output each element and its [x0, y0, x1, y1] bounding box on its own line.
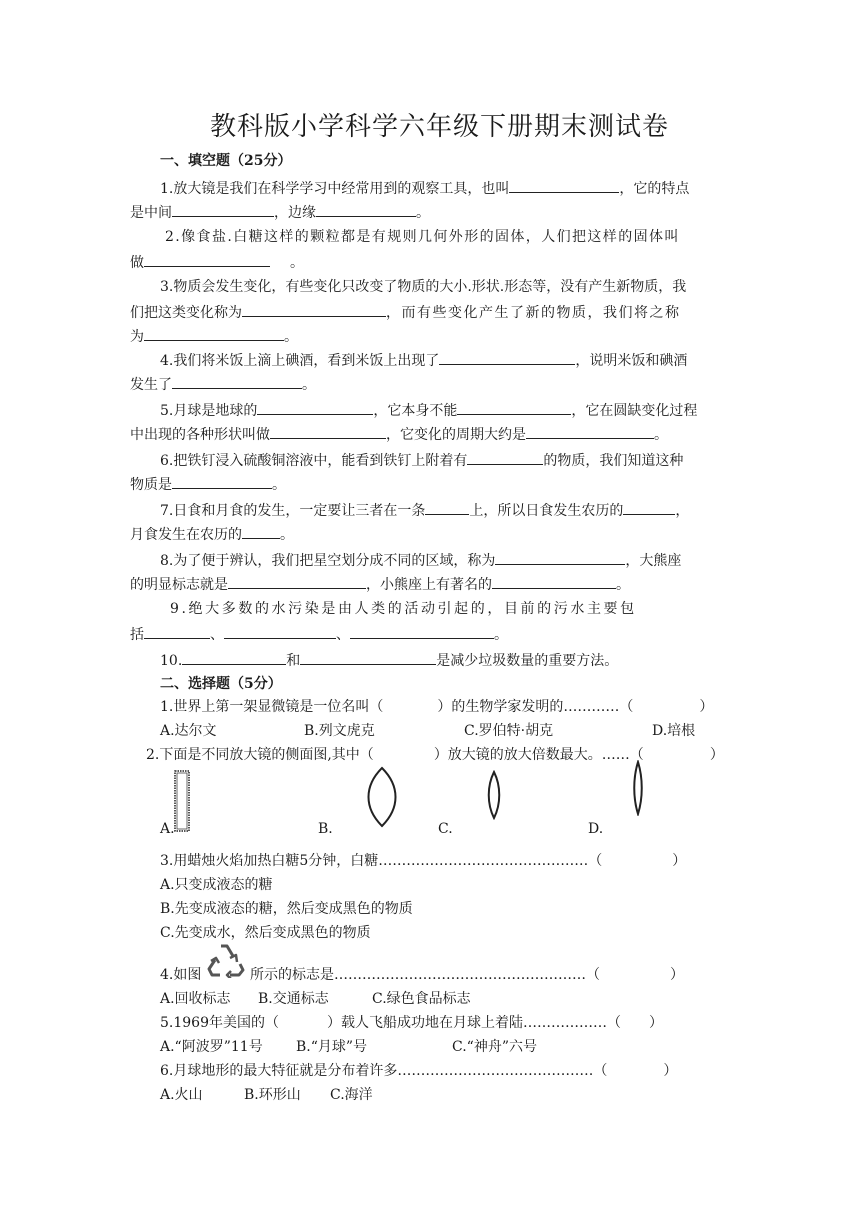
answer-blank[interactable]	[242, 302, 386, 317]
question-text: ，	[675, 503, 690, 519]
question-3-line-2	[130, 302, 681, 322]
question-text: 。	[416, 205, 430, 221]
question-text: 1.放大镜是我们在科学学习中经常用到的观察工具，也叫	[160, 181, 510, 197]
mc-q3-option-b[interactable]: B.先变成液态的糖，然后变成黑色的物质	[160, 901, 413, 917]
answer-blank[interactable]	[270, 424, 386, 439]
question-text: 、	[210, 627, 224, 643]
section-header-multiple-choice: 二、选择题（5分）	[160, 676, 282, 692]
question-8-line-1	[160, 550, 681, 570]
question-text: ）	[670, 967, 684, 983]
lens-c-label[interactable]: C.	[438, 821, 453, 837]
question-text: 们把这类变化称为	[130, 305, 242, 321]
lens-b-label[interactable]: B.	[318, 821, 333, 837]
mc-question-4-prefix: 4.如图	[160, 967, 202, 983]
question-text: 的物质，我们知道这种	[543, 453, 684, 469]
answer-blank[interactable]	[495, 550, 625, 565]
question-6-line-1	[160, 450, 683, 470]
answer-blank[interactable]	[509, 178, 619, 193]
answer-blank[interactable]	[623, 500, 675, 515]
question-text: 。	[272, 477, 286, 493]
question-1-line-1	[160, 178, 689, 198]
question-text: ，大熊座	[625, 553, 682, 569]
answer-blank[interactable]	[492, 574, 616, 589]
question-6-line-2	[130, 474, 286, 494]
question-text: 3.物质会发生变化，有些变化只改变了物质的大小.形状.形态等，没有产生新物质，我	[160, 279, 687, 295]
question-3-line-1	[160, 278, 686, 296]
question-7-line-2	[130, 524, 294, 544]
lens-c-figure	[484, 770, 504, 820]
mc-q4-option-a[interactable]: A.回收标志	[160, 991, 231, 1007]
answer-blank[interactable]	[144, 624, 210, 639]
question-5-line-2	[130, 424, 668, 444]
answer-blank[interactable]	[172, 374, 302, 389]
mc-q6-option-a[interactable]: A.火山	[160, 1087, 203, 1103]
answer-blank[interactable]	[350, 624, 494, 639]
answer-blank[interactable]	[457, 400, 571, 415]
question-text: 5.1969年美国的（	[160, 1015, 279, 1031]
answer-blank[interactable]	[172, 202, 274, 217]
section-header-fill-blank: 一、填空题（25分）	[160, 153, 292, 169]
mc-q3-option-c[interactable]: C.先变成水，然后变成黑色的物质	[160, 925, 371, 941]
answer-blank[interactable]	[300, 650, 436, 665]
mc-q4-option-c[interactable]: C.绿色食品标志	[372, 991, 471, 1007]
question-text: 3.用蜡烛火焰加热白糖5分钟，白糖………………………………………（	[160, 853, 603, 869]
question-text: 是中间	[130, 205, 172, 221]
question-text: ，它本身不能	[373, 403, 458, 419]
question-text: 5.月球是地球的	[160, 403, 258, 419]
question-text: ，而有些变化产生了新的物质，我们将之称	[386, 305, 681, 321]
mc-question-1	[160, 698, 713, 716]
question-2-line-1	[165, 228, 680, 246]
lens-a-figure	[172, 768, 194, 834]
question-text: ）	[649, 1015, 663, 1031]
question-text: ，小熊座上有著名的	[366, 577, 492, 593]
question-3-line-3	[130, 326, 298, 346]
mc-q3-option-a[interactable]: A.只变成液态的糖	[160, 877, 273, 893]
mc-question-3	[160, 852, 686, 870]
answer-blank[interactable]	[182, 650, 286, 665]
mc-q1-option-d[interactable]: D.培根	[652, 723, 696, 739]
answer-blank[interactable]	[144, 252, 270, 267]
question-text: 8.为了便于辨认，我们把星空划分成不同的区域，称为	[160, 553, 496, 569]
mc-q5-option-a[interactable]: A.“阿波罗”11号	[160, 1039, 263, 1055]
question-text: 括	[130, 627, 144, 643]
answer-blank[interactable]	[257, 400, 373, 415]
mc-q4-option-b[interactable]: B.交通标志	[258, 991, 329, 1007]
question-text: 2.像食盐.白糖这样的颗粒都是有规则几何外形的固体，人们把这样的固体叫	[165, 229, 680, 245]
question-text: ，说明米饭和碘酒	[575, 353, 688, 369]
question-text: 7.日食和月食的发生，一定要让三者在一条	[160, 503, 426, 519]
question-text: 、	[336, 627, 350, 643]
question-text: 6.把铁钉浸入硫酸铜溶液中，能看到铁钉上附着有	[160, 453, 468, 469]
answer-blank[interactable]	[526, 424, 654, 439]
answer-blank[interactable]	[316, 202, 416, 217]
question-4-line-1	[160, 350, 687, 370]
question-10	[160, 650, 618, 670]
recycle-icon	[206, 942, 248, 978]
mc-question-5	[160, 1014, 663, 1032]
question-1-line-2	[130, 202, 430, 222]
question-text: 所示的标志是………………………………………………（	[250, 967, 600, 983]
question-text: 为	[130, 329, 144, 345]
question-text: ，它的特点	[619, 181, 690, 197]
question-text: 2.下面是不同放大镜的侧面图,其中（	[146, 747, 374, 763]
answer-blank[interactable]	[425, 500, 469, 515]
question-9-line-1	[170, 600, 637, 618]
question-text: 。	[290, 255, 304, 271]
question-text: ）	[663, 1063, 678, 1079]
mc-question-6	[160, 1062, 677, 1080]
question-text: 。	[280, 527, 294, 543]
question-text: ）	[672, 853, 687, 869]
mc-q5-option-b[interactable]: B.“月球”号	[296, 1039, 368, 1055]
question-7-line-1	[160, 500, 689, 520]
question-text: 和	[286, 653, 301, 669]
mc-q6-option-b[interactable]: B.环形山	[244, 1087, 301, 1103]
mc-q1-option-c[interactable]: C.罗伯特·胡克	[464, 723, 554, 739]
question-text: 。	[284, 329, 298, 345]
page-title: 教科版小学科学六年级下册期末测试卷	[210, 112, 670, 142]
mc-q5-option-c[interactable]: C.“神舟”六号	[452, 1039, 537, 1055]
answer-blank[interactable]	[439, 350, 575, 365]
question-4-line-2	[130, 374, 316, 394]
answer-blank[interactable]	[228, 574, 366, 589]
mc-question-4	[250, 966, 684, 984]
question-text: 4.我们将米饭上滴上碘酒，看到米饭上出现了	[160, 353, 440, 369]
question-text: ）载人飞船成功地在月球上着陆………………（	[327, 1015, 621, 1031]
question-text: ，它在圆缺变化过程	[571, 403, 698, 419]
answer-blank[interactable]	[224, 624, 336, 639]
lens-a-label[interactable]: A.	[160, 821, 175, 837]
question-9-line-2	[130, 624, 508, 644]
question-text: 物质是	[130, 477, 172, 493]
question-text: ）	[699, 699, 714, 715]
lens-b-figure	[362, 766, 402, 828]
lens-d-figure	[628, 760, 648, 816]
question-text: ）	[709, 747, 724, 763]
question-text: 是减少垃圾数量的重要方法。	[436, 653, 619, 669]
question-text: 月食发生在农历的	[130, 527, 242, 543]
question-2-line-2	[130, 252, 304, 272]
question-text: 。	[302, 377, 316, 393]
question-text: 上，所以日食发生农历的	[469, 503, 624, 519]
mc-q1-option-a[interactable]: A.达尔文	[160, 723, 217, 739]
question-8-line-2	[130, 574, 630, 594]
question-text: 。	[494, 627, 508, 643]
question-text: 中出现的各种形状叫做	[130, 427, 270, 443]
question-text: 6.月球地形的最大特征就是分布着许多……………………………………（	[160, 1063, 608, 1079]
answer-blank[interactable]	[144, 326, 284, 341]
question-text: 的明显标志就是	[130, 577, 228, 593]
question-text: 。	[654, 427, 668, 443]
mc-q1-option-b[interactable]: B.列文虎克	[304, 723, 375, 739]
answer-blank[interactable]	[467, 450, 543, 465]
question-text: ）放大镜的放大倍数最大。……（	[433, 747, 644, 763]
question-text: ，边缘	[274, 205, 316, 221]
answer-blank[interactable]	[172, 474, 272, 489]
question-text: 。	[616, 577, 630, 593]
question-text: 10.	[160, 653, 183, 669]
question-text: 发生了	[130, 377, 172, 393]
question-text: 1.世界上第一架显微镜是一位名叫（	[160, 699, 384, 715]
question-text: 9.绝大多数的水污染是由人类的活动引起的，目前的污水主要包	[170, 601, 637, 617]
question-text: 做	[130, 255, 144, 271]
question-5-line-1	[160, 400, 697, 420]
lens-d-label[interactable]: D.	[588, 821, 604, 837]
answer-blank[interactable]	[242, 524, 280, 539]
question-text: ，它变化的周期大约是	[386, 427, 526, 443]
mc-q6-option-c[interactable]: C.海洋	[330, 1087, 373, 1103]
question-text: ）的生物学家发明的…………（	[437, 699, 634, 715]
